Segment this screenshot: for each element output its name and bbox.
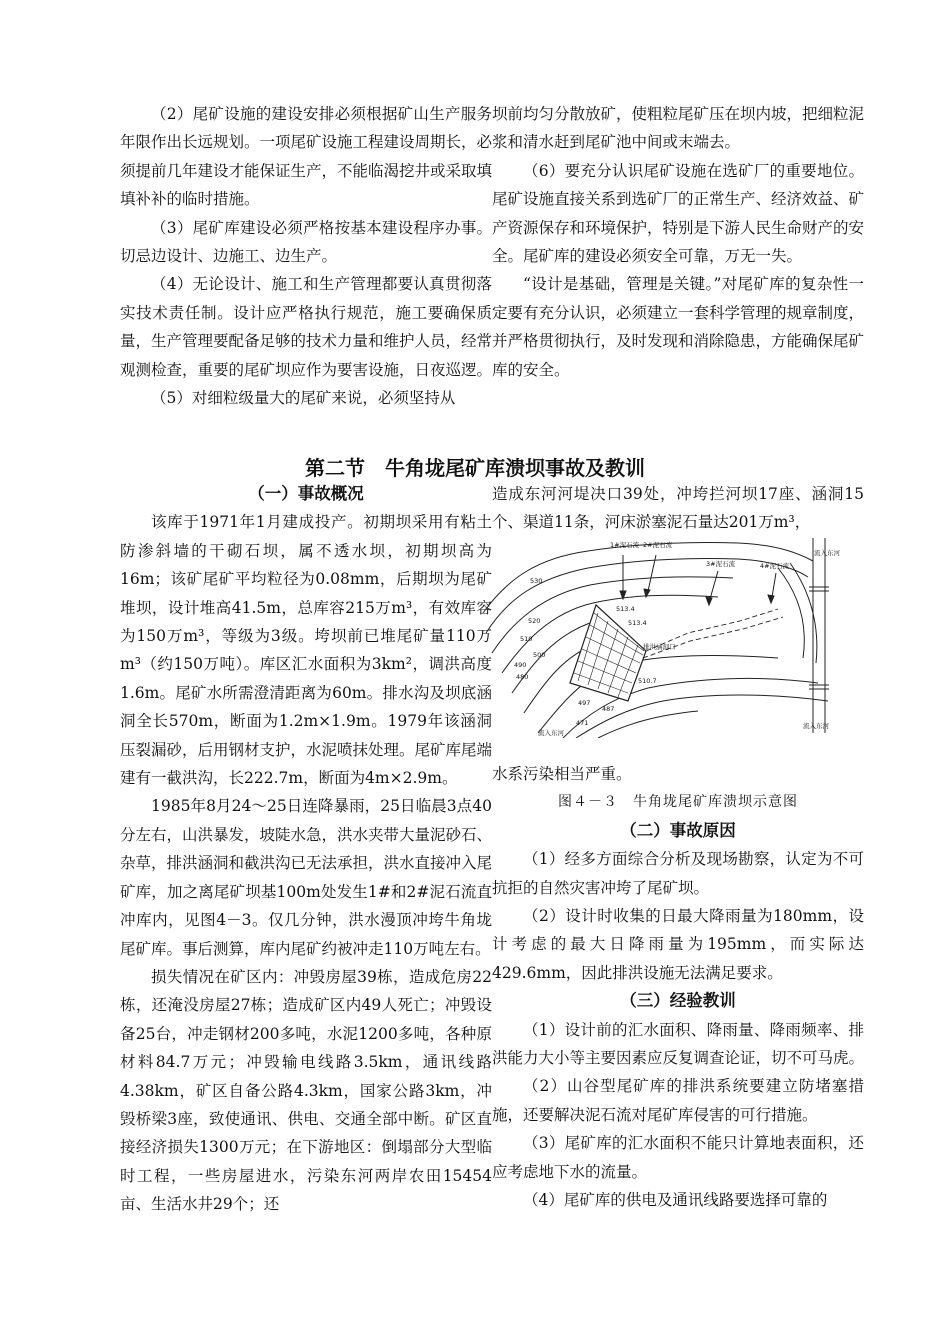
- top-left-column: [120, 100, 492, 412]
- mudflow-3-label: 3#泥石流: [706, 560, 736, 568]
- mudflow-2-label: 2#泥石流: [643, 541, 673, 549]
- section-title: 第二节 牛角垅尾矿库溃坝事故及教训: [305, 456, 645, 480]
- paragraph: （1）设计前的汇水面积、降雨量、降雨频率、排洪能力大小等主要因素应反复调查论证，切不可马虎。: [492, 1020, 865, 1068]
- paragraph-continued: 坝前均匀分散放矿，使粗粒尾矿压在坝内坡，把细粒泥浆和清水赶到尾矿池中间或末端去。: [492, 105, 865, 152]
- contour-label: 510: [520, 635, 533, 643]
- dam-failure-diagram: [478, 533, 863, 738]
- paragraph: 该库于1971年1月建成投产。初期坝采用有粘土防渗斜墙的干砌石坝，属不透水坝，初期坝高为16m；该矿尾矿平均粒径为0.08mm，后期坝为尾矿堆坝，设计堆高41.5m，总库容215万m³，有效库容为150万m³，等级为3级。垮坝前已堆尾矿量110万m³（约150万吨）。库区汇水面积为3km²，调洪高度1.6m。尾矿水所需澄清距离为60m。排水沟及坝底涵洞全长570m，断面为1.2m×1.9m。1979年该涵洞压裂漏砂，后用钢材支护，水泥喷抹处理。尾矿库尾端建有一截洪沟，长222.7m，断面为4m×2.9m。: [120, 513, 493, 788]
- outfall-label-bottom: 流入东河: [803, 722, 829, 730]
- bottom-right-column: [492, 760, 864, 1215]
- bottom-right-column-top: [492, 480, 864, 537]
- outfall-label-left: 流入东河: [538, 729, 564, 737]
- paragraph: “设计是基础，管理是关键。”对尾矿库的复杂性一定要有充分认识，必须建立一套科学管理的规章制度，并严格贯彻执行，及时发现和消除隐患，方能确保尾矿库的安全。: [492, 275, 865, 379]
- paragraph: （3）尾矿库的汇水面积不能只计算地表面积，还应考虑地下水的流量。: [492, 1134, 864, 1181]
- paragraph: 1985年8月24～25日连降暴雨，25日临晨3点40分左右，山洪暴发，坡陡水急，洪水夹带大量泥砂石、杂草，排洪涵洞和截洪沟已无法承担，洪水直接冲入尾矿库，加之离尾矿坝基100m处发生1#和2#泥石流直冲库内，见图4－3。仅几分钟，洪水漫顶冲垮牛角垅尾矿库。事后测算，库内尾矿约被冲走110万吨左右。: [120, 797, 493, 958]
- elevation-label: 510.7: [638, 677, 657, 685]
- paragraph: （4）尾矿库的供电及通讯线路要选择可靠的: [523, 1191, 828, 1210]
- culvert-label: 排洪涵洞口: [643, 643, 676, 651]
- paragraph: （3）尾矿库建设必须严格按基本建设程序办事。切忌边设计、边施工、边生产。: [120, 218, 492, 266]
- elevation-label: 497: [578, 699, 591, 707]
- contour-label: 520: [528, 617, 541, 625]
- paragraph: （5）对细粒级量大的尾矿来说，必须坚持从: [151, 389, 456, 408]
- subsection-heading: （三）经验教训: [620, 991, 736, 1011]
- mudflow-4-label: 4#泥石流: [760, 562, 790, 570]
- subsection-heading: （一）事故概况: [248, 484, 364, 503]
- mudflow-1-label: 1#泥石流: [610, 541, 640, 549]
- paragraph: （4）无论设计、施工和生产管理都要认真贯彻落实技术责任制。设计应严格执行规范，施工要确保质量，生产管理要配备足够的技术力量和维护人员，经常观测检查，重要的尾矿坝应作为要害设施，日夜巡逻。: [120, 275, 493, 379]
- elevation-label: 513.4: [628, 619, 647, 627]
- elevation-label: 487: [602, 705, 615, 713]
- top-right-column: [492, 100, 864, 384]
- elevation-label: 513.4: [616, 605, 635, 613]
- outfall-label-top: 流入东河: [814, 549, 840, 557]
- contour-label: 530: [530, 577, 543, 585]
- bottom-left-column: [120, 480, 492, 1219]
- paragraph-continued: 水系污染相当严重。: [492, 765, 632, 783]
- contour-label: 500: [533, 651, 546, 659]
- paragraph-continued: 造成东河河堤决口39处，冲垮拦河坝17座、涵洞15个、渠道11条，河床淤塞泥石量达201万m³，: [492, 485, 864, 532]
- figure-caption: 图４－３ 牛角垅尾矿库溃坝示意图: [558, 794, 798, 811]
- paragraph: （6）要充分认识尾矿设施在选矿厂的重要地位。尾矿设施直接关系到选矿厂的正常生产、经济效益、矿产资源保存和环境保护，特别是下游人民生命财产的安全。尾矿库的建设必须安全可靠，万无一失。: [492, 161, 865, 266]
- contour-label: 480: [516, 673, 529, 681]
- paragraph: （2）尾矿设施的建设安排必须根据矿山生产服务年限作出长远规划。一项尾矿设施工程建设周期长，必须提前几年建设才能保证生产，不能临渴挖井或采取填填补补的临时措施。: [120, 105, 493, 209]
- paragraph: （2）设计时收集的日最大降雨量为180mm，设计考虑的最大日降雨量为195mm，而实际达429.6mm，因此排洪设施无法满足要求。: [492, 907, 864, 982]
- paragraph: （1）经多方面综合分析及现场勘察，认定为不可抗拒的自然灾害冲垮了尾矿坝。: [492, 850, 864, 897]
- contour-label: 490: [514, 661, 527, 669]
- elevation-label: 471: [576, 719, 589, 727]
- paragraph: （2）山谷型尾矿库的排洪系统要建立防堵塞措施，还要解决泥石流对尾矿库侵害的可行措施。: [492, 1077, 864, 1124]
- paragraph: 损失情况在矿区内：冲毁房屋39栋，造成危房22栋，还淹没房屋27栋；造成矿区内49人死亡；冲毁设备25台，冲走钢材200多吨，水泥1200多吨，各种原材料84.7万元；冲毁输电线路3.5km，通讯线路4.38km，矿区自备公路4.3km，国家公路3km，冲毁桥梁3座，致使通讯、供电、交通全部中断。矿区直接经济损失1300万元；在下游地区：倒塌部分大型临时工程，一些房屋进水，污染东河两岸农田15454亩、生活水井29个；还: [120, 967, 492, 1214]
- subsection-heading: （二）事故原因: [620, 820, 736, 840]
